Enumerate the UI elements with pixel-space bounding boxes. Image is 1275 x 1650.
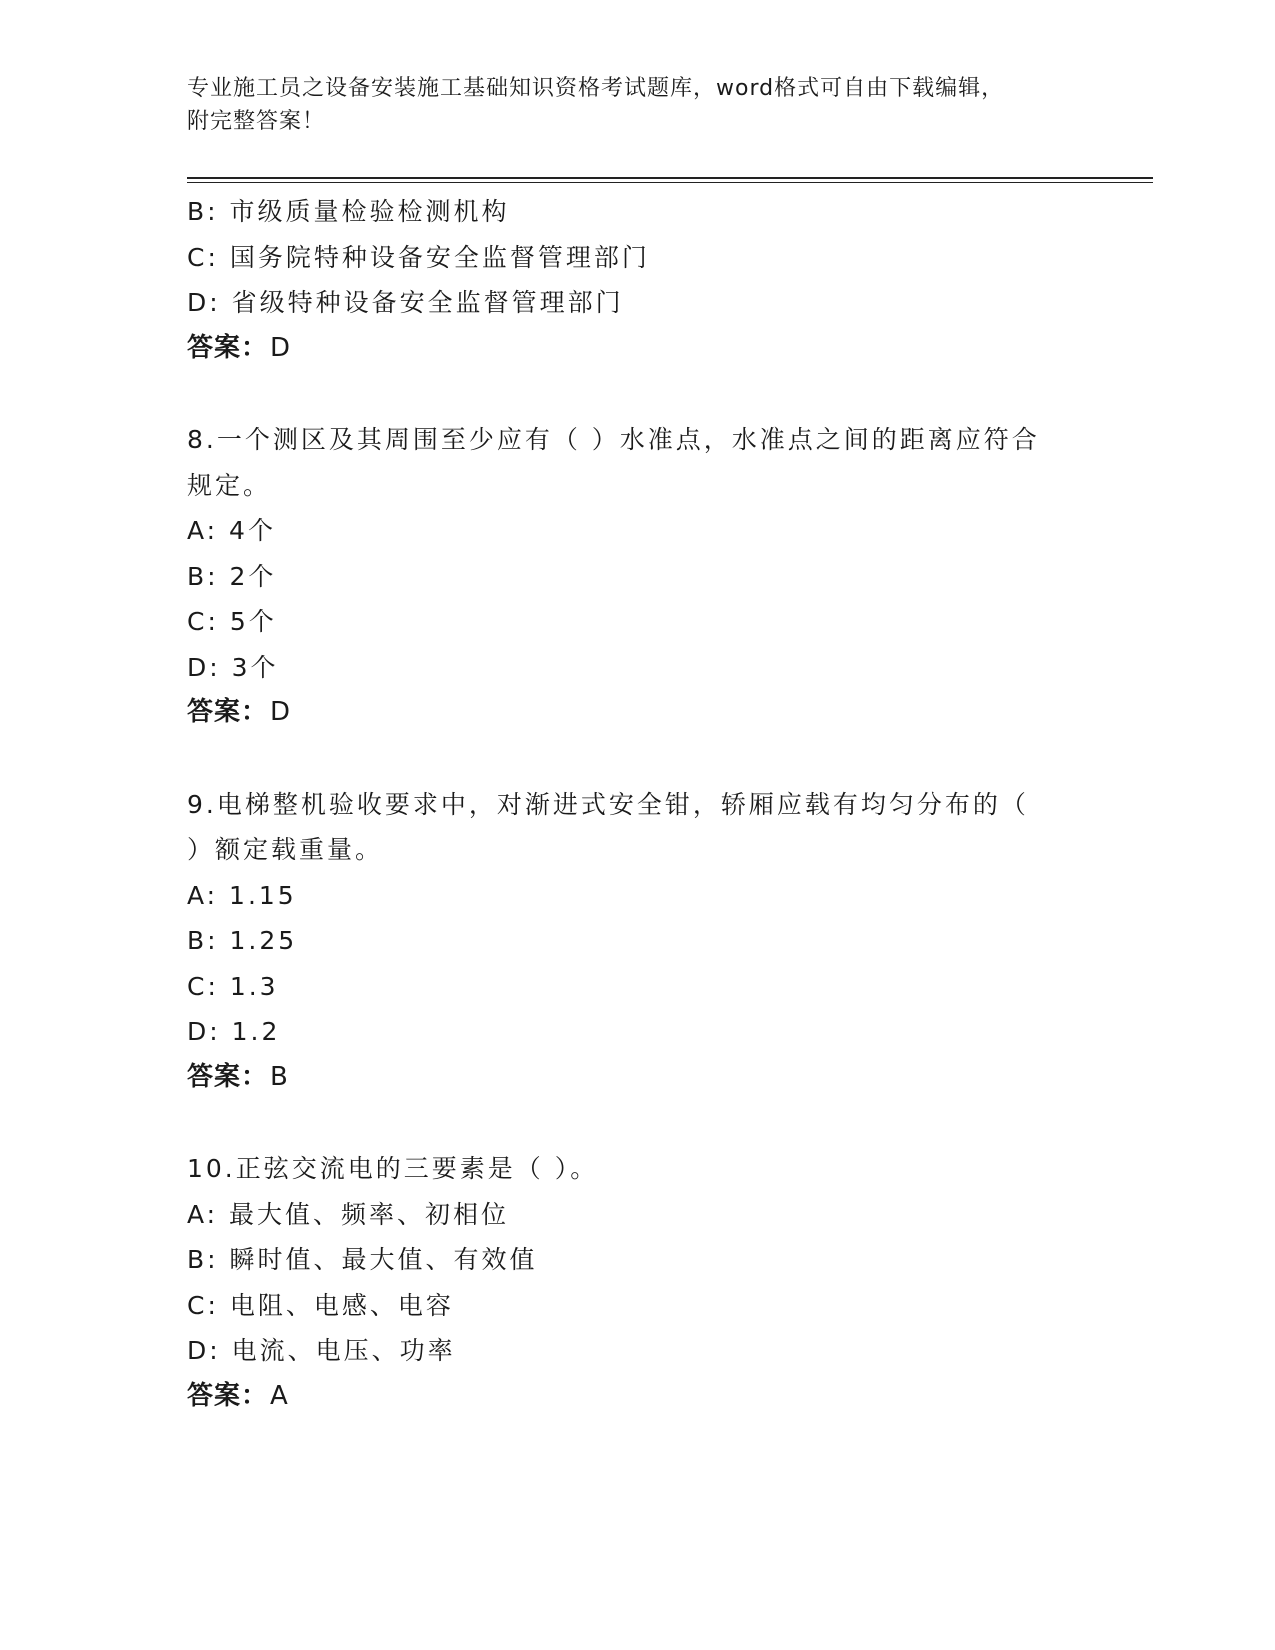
answer-label: 答案：: [187, 332, 269, 363]
answer-line: [187, 1374, 1087, 1420]
option-b: B: 2个: [187, 561, 277, 591]
option-a: A: 4个: [187, 516, 276, 545]
answer-line: [187, 1055, 1087, 1101]
option-c: C: 5个: [187, 607, 277, 636]
option-a: A: 最大值、频率、初相位: [187, 1199, 510, 1229]
question-stem-continued: ）额定载重量。: [187, 835, 384, 864]
option-b: B: 市级质量检验检测机构: [187, 197, 510, 226]
option-c: C: 1.3: [187, 971, 279, 1001]
answer-value: D: [270, 697, 292, 727]
answer-value: B: [270, 1061, 289, 1092]
header-divider-thick: [187, 177, 1153, 179]
question-8: [187, 417, 1087, 736]
question-7-continued: [187, 189, 1087, 371]
question-9: [187, 782, 1087, 1101]
answer-label: 答案：: [187, 697, 269, 727]
question-gap: [187, 736, 1087, 782]
question-list: [187, 189, 1087, 1419]
question-gap: [187, 1100, 1087, 1146]
question-stem: 10.正弦交流电的三要素是（ ）。: [187, 1154, 599, 1183]
question-gap: [187, 371, 1087, 417]
option-d: D: 电流、电压、功率: [187, 1336, 456, 1365]
question-stem: 9.电梯整机验收要求中，对渐进式安全钳，轿厢应载有均匀分布的（: [187, 789, 1029, 819]
question-stem: 8.一个测区及其周围至少应有（ ）水准点，水准点之间的距离应符合: [187, 425, 1040, 454]
answer-value: D: [270, 332, 292, 363]
answer-label: 答案：: [187, 1061, 269, 1092]
option-d: D: 3个: [187, 652, 279, 682]
header-line-1: 专业施工员之设备安装施工基础知识资格考试题库，word格式可自由下载编辑，: [187, 76, 1005, 101]
option-d: D: 1.2: [187, 1017, 281, 1046]
header-divider-thin: [187, 182, 1153, 183]
document-header: [187, 72, 1067, 138]
option-b: B: 1.25: [187, 926, 298, 955]
answer-label: 答案：: [187, 1380, 269, 1411]
option-b: B: 瞬时值、最大值、有效值: [187, 1245, 538, 1274]
question-stem-continued: 规定。: [187, 470, 272, 500]
option-c: C: 国务院特种设备安全监督管理部门: [187, 242, 650, 272]
answer-line: [187, 690, 1087, 736]
answer-line: [187, 326, 1087, 372]
option-a: A: 1.15: [187, 880, 297, 910]
option-d: D: 省级特种设备安全监督管理部门: [187, 288, 624, 317]
answer-value: A: [270, 1380, 289, 1411]
header-line-2: 附完整答案！: [187, 109, 326, 134]
option-c: C: 电阻、电感、电容: [187, 1290, 454, 1320]
question-10: [187, 1146, 1087, 1419]
